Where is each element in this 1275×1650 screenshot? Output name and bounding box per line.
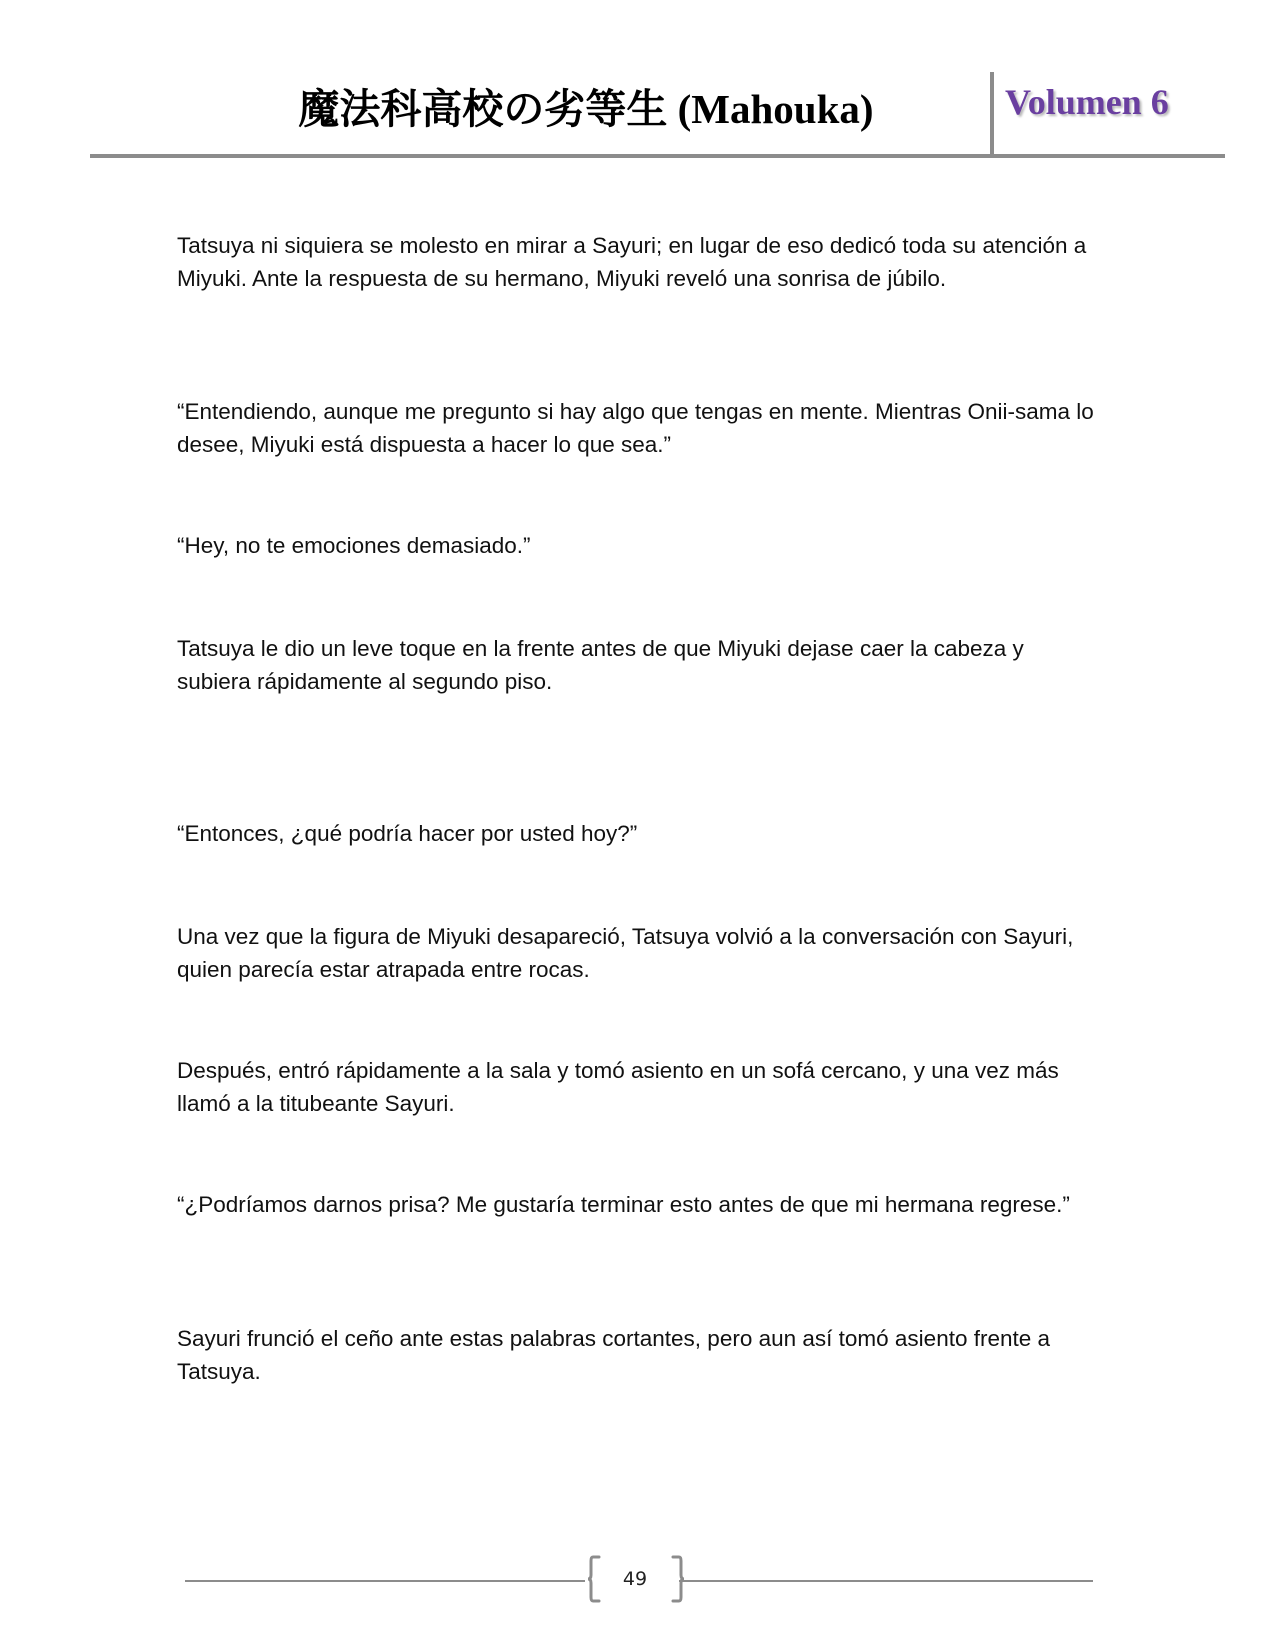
paragraph-6: Una vez que la figura de Miyuki desapareció, Tatsuya volvió a la conversación con Sayuri, quien parecía estar atrapada entre rocas.: [177, 924, 1074, 982]
paragraph-1: Tatsuya ni siquiera se molesto en mirar a Sayuri; en lugar de eso dedicó toda su atención a Miyuki. Ante la respuesta de su hermano, Miyuki reveló una sonrisa de júbilo.: [177, 233, 1087, 291]
right-brace-icon: [671, 1555, 685, 1603]
footer-rule-right: [679, 1580, 1093, 1582]
page-footer: [185, 1555, 1093, 1605]
paragraph-5: “Entonces, ¿qué podría hacer por usted hoy?”: [177, 821, 638, 846]
header-divider-horizontal: [90, 154, 1225, 158]
paragraph-7: Después, entró rápidamente a la sala y tomó asiento en un sofá cercano, y una vez más llamó a la titubeante Sayuri.: [177, 1058, 1059, 1116]
volume-label: Volumen 6: [1005, 82, 1169, 122]
paragraph-4: Tatsuya le dio un leve toque en la frente antes de que Miyuki dejase caer la cabeza y subiera rápidamente al segundo piso.: [177, 636, 1024, 694]
paragraph-9: Sayuri frunció el ceño ante estas palabras cortantes, pero aun así tomó asiento frente a Tatsuya.: [177, 1326, 1051, 1384]
paragraph-3: “Hey, no te emociones demasiado.”: [177, 533, 531, 558]
book-title: 魔法科高校の劣等生 (Mahouka): [298, 86, 874, 132]
page-number: 49: [622, 1568, 648, 1590]
page-header: [90, 70, 1225, 160]
header-divider-vertical: [990, 72, 994, 154]
paragraph-2: “Entendiendo, aunque me pregunto si hay algo que tengas en mente. Mientras Onii-sama lo desee, Miyuki está dispuesta a hacer lo que sea.”: [177, 399, 1094, 457]
paragraph-8: “¿Podríamos darnos prisa? Me gustaría terminar esto antes de que mi hermana regrese.”: [177, 1192, 1070, 1217]
footer-rule-left: [185, 1580, 585, 1582]
